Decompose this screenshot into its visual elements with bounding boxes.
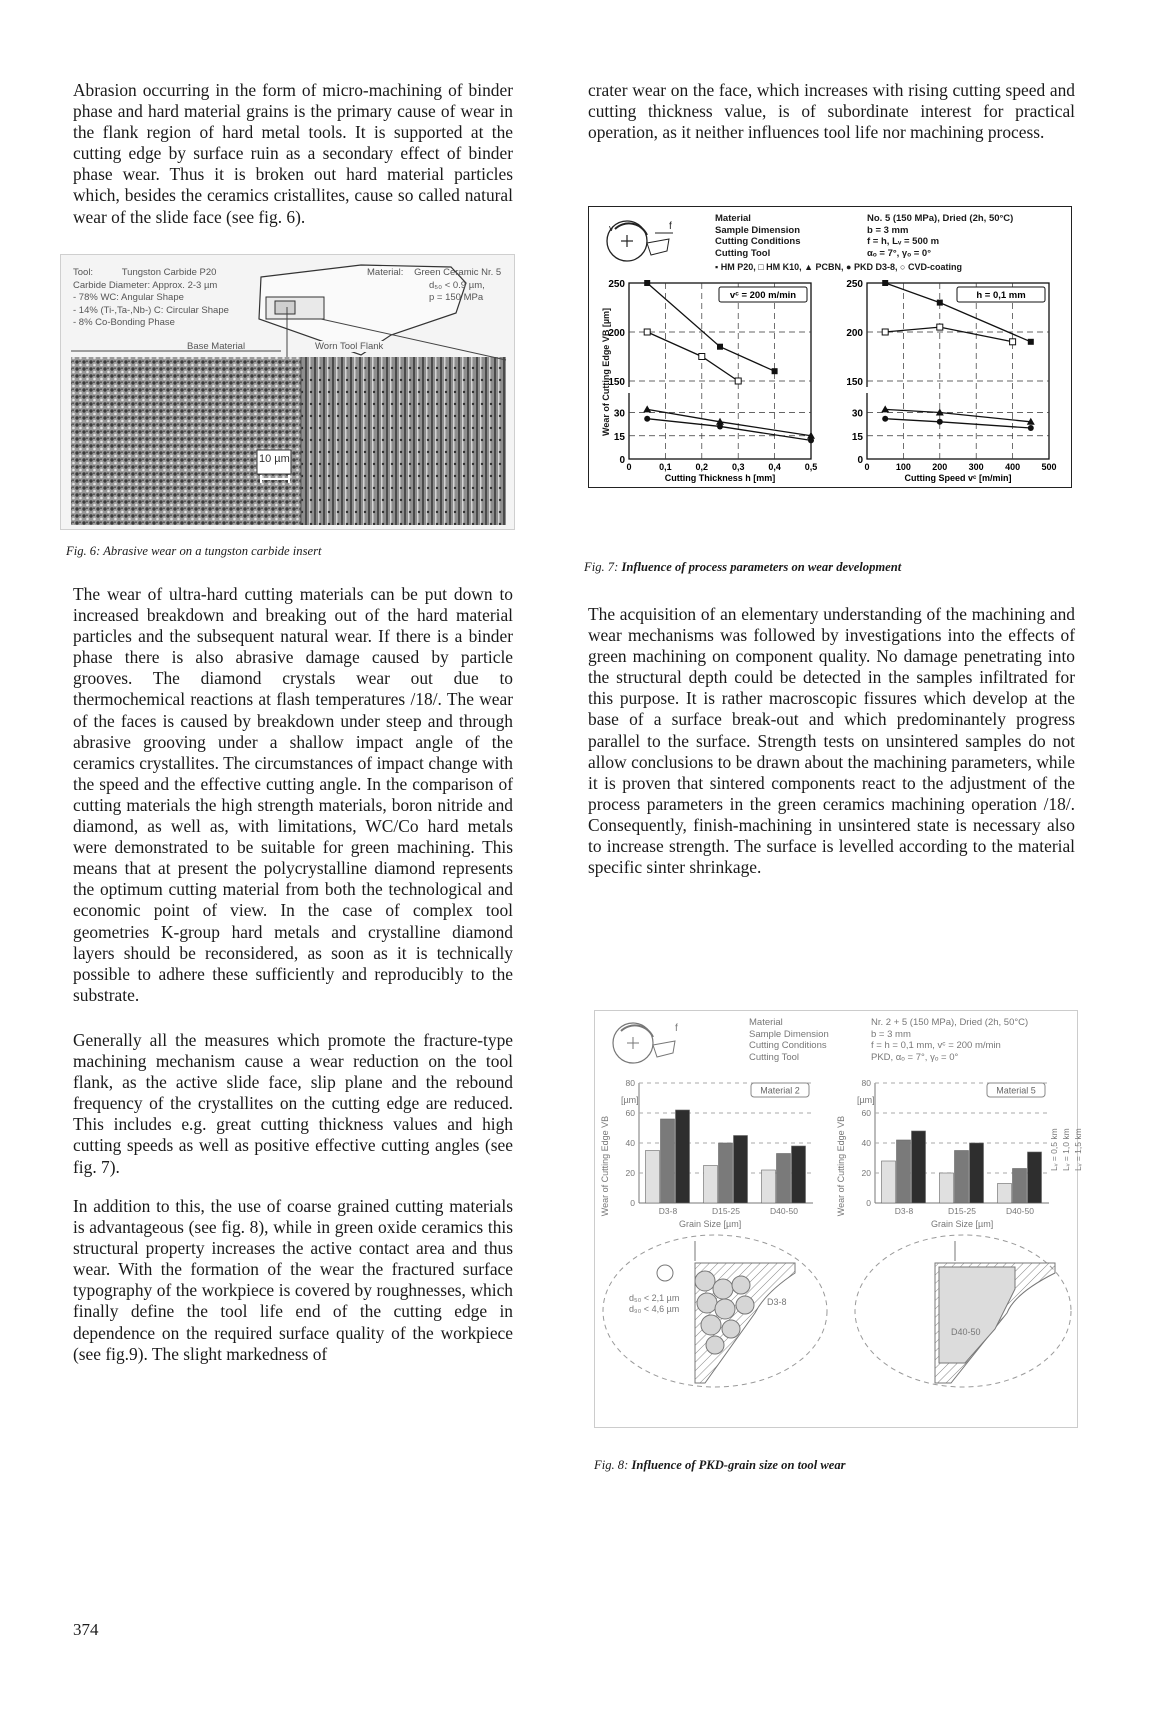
series-line [647, 419, 811, 441]
fig7-header-value: αₒ = 7°, γₒ = 0° [867, 247, 932, 259]
fig7-caption [584, 560, 901, 575]
fig7-header-label: Sample Dimension [715, 224, 800, 236]
data-point [937, 419, 943, 425]
y-tick-label: 250 [846, 279, 863, 290]
fig6-tool-line: Carbide Diameter: Approx. 2-3 µm [73, 279, 218, 291]
x-axis-label: Cutting Speed vᶜ [m/min] [904, 473, 1012, 483]
bar [762, 1170, 776, 1203]
fig8-header-value: b = 3 mm [871, 1028, 911, 1040]
data-point [1028, 339, 1034, 345]
fig7-left-chart [603, 275, 823, 485]
left-paragraph-4: In addition to this, the use of coarse grained cutting materials is advantageous (see fig. 8), while in green oxide ceramics this structural property increases the active contact area and thus wear. With the formation of the wear the fractured surface typography of the workpiece is covered by roughnesses, which finally define the tool life end of the cutting edge in dependence on the required surface quality of the workpiece (see fig.9). The slight markedness of [73, 1196, 513, 1364]
fig6-material-block [367, 267, 501, 305]
fig8-yunit-left: [µm] [621, 1095, 639, 1105]
fig7-header-label: Cutting Conditions [715, 236, 801, 247]
x-tick-label: 0 [864, 462, 870, 472]
x-tick-label: D15-25 [948, 1206, 976, 1216]
fig6-tool-line: - 14% (Ti-,Ta-,Nb-) C: Circular Shape [73, 304, 229, 316]
fig8-sketch-right-label: D40-50 [951, 1327, 981, 1337]
fig8-header-value: f = h = 0,1 mm, vᶜ = 200 m/min [871, 1040, 1001, 1051]
x-tick-label: 200 [932, 462, 948, 472]
x-tick-label: 500 [1041, 462, 1057, 472]
fig7-header-labels [715, 213, 800, 259]
x-tick-label: D3-8 [894, 1206, 914, 1216]
fig6-material-value: Green Ceramic Nr. 5 [414, 267, 502, 278]
fig8-sketch-left-line: d₅₀ < 2,1 µm [629, 1293, 680, 1303]
right-paragraph-1: crater wear on the face, which increases with rising cutting speed and cutting thickness value, is of subordinate interest for practical operation, as it neither influences tool life nor machining process. [588, 80, 1075, 143]
left-paragraph-1: Abrasion occurring in the form of micro-machining of binder phase and hard material grains is the primary cause of wear in the flank region of hard metal tools. It is supported at the cutting edge by surface ruin as a secondary effect of binder phase wear. Thus it is broken out hard material particles which, besides the ceramics cristallites, cause so called natural wear of the slide face (see fig. 6). [73, 80, 513, 227]
bar [940, 1173, 954, 1203]
data-point [717, 423, 723, 429]
data-point [1028, 425, 1034, 431]
fig8-legend [1047, 1089, 1083, 1199]
fig6-tool-value: Tungston Carbide P20 [121, 267, 217, 278]
y-tick-label: 20 [625, 1168, 635, 1178]
fig7-header-sketch [595, 211, 685, 271]
fig7-header-label: Cutting Tool [715, 247, 771, 259]
bar [777, 1154, 791, 1204]
y-tick-label: 15 [851, 431, 863, 443]
x-tick-label: 0,3 [731, 462, 745, 472]
svg-text:f: f [675, 1023, 678, 1034]
fig7-header-value: f = h, Lᵥ = 500 m [867, 236, 940, 247]
bar [719, 1143, 733, 1203]
fig6-frame [60, 254, 515, 530]
x-tick-label: D40-50 [770, 1206, 798, 1216]
fig8-left-chart [621, 1077, 821, 1217]
fig8-sketch-left-text [629, 1293, 679, 1315]
fig8-caption-prefix: Fig. 8: [594, 1458, 629, 1472]
y-tick-label: 30 [613, 408, 625, 420]
bar [897, 1140, 911, 1203]
x-tick-label: 0 [626, 462, 632, 472]
fig8-header-label: Sample Dimension [749, 1028, 829, 1040]
series-line [647, 332, 738, 381]
x-tick-label: 0,5 [804, 462, 818, 472]
fig7-right-chart [841, 275, 1061, 485]
data-point [937, 324, 943, 330]
fig6-scale-label: 10 µm [259, 453, 290, 465]
fig7-caption-prefix: Fig. 7: [584, 560, 619, 574]
fig8-sketch-left-line: d₉₀ < 4,6 µm [629, 1304, 680, 1314]
y-tick-label: 0 [866, 1198, 871, 1208]
x-tick-label: D3-8 [658, 1206, 678, 1216]
data-point [882, 329, 888, 335]
fig8-header-label: Material [749, 1017, 783, 1028]
data-point [772, 368, 778, 374]
bar [792, 1146, 806, 1203]
fig7-header-value: No. 5 (150 MPa), Dried (2h, 50°C) [867, 213, 1014, 224]
fig8-ylabel-left: Wear of Cutting Edge VB [600, 1115, 610, 1217]
fig7-caption-text: Influence of process parameters on wear development [621, 560, 902, 574]
fig6-flank-label: Worn Tool Flank [315, 341, 384, 352]
fig7-frame [588, 206, 1072, 488]
fig8-yunit-right: [µm] [857, 1095, 875, 1105]
fig7-ylabel: Wear of Cutting Edge VB [µm] [601, 307, 611, 437]
series-line [647, 409, 811, 435]
bar [676, 1110, 690, 1203]
fig8-header-value: Nr. 2 + 5 (150 MPa), Dried (2h, 50°C) [871, 1017, 1029, 1028]
fig8-legend-item: Lᵥ = 0,5 km [1049, 1128, 1059, 1171]
fig6-tool-line: - 8% Co-Bonding Phase [73, 317, 175, 328]
bar [955, 1151, 969, 1204]
fig7-header-label: Material [715, 213, 751, 224]
fig8-header-labels [749, 1017, 829, 1063]
x-tick-label: D40-50 [1006, 1206, 1034, 1216]
bar [734, 1136, 748, 1204]
fig6-tool-line: - 78% WC: Angular Shape [73, 292, 184, 303]
axis-break [625, 387, 633, 393]
y-tick-label: 80 [861, 1078, 871, 1088]
y-tick-label: 200 [608, 328, 625, 339]
x-tick-label: 300 [968, 462, 984, 472]
fig8-header-values [871, 1017, 1028, 1063]
axis-break [863, 387, 871, 393]
fig7-legend-line: ▪ HM P20, □ HM K10, ▲ PCBN, ● PKD D3-8, ○ CVD-coating [715, 262, 962, 272]
bar [704, 1166, 718, 1204]
fig6-material-label: Material: [367, 267, 404, 278]
y-tick-label: 200 [846, 328, 863, 339]
svg-text:v: v [609, 223, 614, 233]
right-paragraph-2: The acquisition of an elementary understanding of the machining and wear mechanisms was followed by investigations into the effects of green machining on component quality. No damage penetrating into the structural depth could be detected in the samples infiltrated for this purpose. It is rather macroscopic fissures which develop at the base of a surface break-out and which predominantely progress parallel to the surface. Strength tests on unsintered samples do not allow conclusions to be drawn about the machining parameters, while it is proven that sintered components react to the adjustment of the process parameters in the green ceramics machining operation /18/. Consequently, finish-machining in unsintered state is necessary also to increase strength. The surface is levelled according to the material specific sinter shrinkage. [588, 604, 1075, 878]
data-point [644, 416, 650, 422]
x-tick-label: 0,4 [768, 462, 781, 472]
y-tick-label: 0 [857, 455, 863, 466]
fig6-tool-label: Tool: [73, 267, 94, 278]
data-point [644, 280, 650, 286]
data-point [882, 416, 888, 422]
fig8-caption [594, 1458, 846, 1473]
x-tick-label: 100 [895, 462, 911, 472]
left-paragraph-2: The wear of ultra-hard cutting materials can be put down to increased breakdown and breaking out of the hard material particles and the subsequent natural wear. If there is a binder phase there is also abrasive damage caused by particle grooves. The diamond crystals wear out due to thermochemical reactions at flash temperatures /18/. The wear of the faces is caused by breakdown under steep and through abrasive grooving under a shallow impact angle of the ceramics crystallites. The circumstances of impact change with the speed and the effective cutting angle. In the comparison of cutting materials the high strength materials, boron nitride and diamond, as well as, with limitations, WC/Co hard metals were demonstrated to be suitable for green machining. This means that at present the polycrystalline diamond represents the optimum cutting material from both the technological and economic point of view. In the case of complex tool geometries K-group hard metals and crystalline diamond layers should be reconsidered, as soon as it is technically possible to adhere these sufficiently and reproducibly to the substrate. [73, 584, 513, 1005]
bar [661, 1119, 675, 1203]
data-point [937, 300, 943, 306]
y-tick-label: 150 [608, 377, 625, 388]
fig8-xlabel-left: Grain Size [µm] [679, 1219, 742, 1229]
fig7-header-value: b = 3 mm [867, 224, 909, 236]
bar [970, 1143, 984, 1203]
data-point [699, 354, 705, 360]
x-axis-label: Cutting Thickness h [mm] [664, 473, 776, 483]
x-tick-label: D15-25 [712, 1206, 740, 1216]
fig6-material-line: p = 150 MPa [429, 292, 484, 303]
x-tick-label: 0,2 [695, 462, 709, 472]
bar [912, 1131, 926, 1203]
data-point [643, 405, 651, 412]
y-tick-label: 30 [851, 408, 863, 420]
x-tick-label: 0,1 [659, 462, 672, 472]
fig8-frame [594, 1010, 1083, 1428]
material-label: Material 2 [760, 1085, 800, 1096]
y-tick-label: 150 [846, 377, 863, 388]
fig8-right-chart [857, 1077, 1057, 1217]
y-tick-label: 40 [625, 1138, 635, 1148]
y-tick-label: 0 [619, 455, 625, 466]
left-paragraph-3: Generally all the measures which promote the fracture-type machining mechanism cause a wear reduction on the tool flank, as the active slide face, slip plane and the rebound frequency of the crystallites on the cutting edge are reduced. This includes e.g. great cutting thickness values and high cutting speeds as well as positive effective cutting angles (see fig. 7). [73, 1030, 513, 1177]
condition-label: h = 0,1 mm [976, 290, 1026, 301]
fig8-header-label: Cutting Tool [749, 1051, 799, 1063]
svg-text:f: f [669, 221, 672, 232]
material-label: Material 5 [996, 1085, 1036, 1096]
fig6-tool-block [73, 267, 229, 330]
data-point [735, 378, 741, 384]
series-line [885, 327, 1012, 342]
fig8-grain-sketches [595, 1233, 1077, 1423]
bar [882, 1161, 896, 1203]
fig8-caption-text: Influence of PKD-grain size on tool wear [631, 1458, 846, 1472]
plot-frame [629, 283, 811, 459]
bar [646, 1151, 660, 1204]
fig6-caption [66, 544, 321, 559]
fig7-header-values [867, 213, 1013, 259]
y-tick-label: 60 [625, 1108, 635, 1118]
y-tick-label: 15 [613, 431, 625, 443]
fig6-material-line: d₅₀ < 0.9 µm, [429, 279, 485, 291]
y-tick-label: 0 [630, 1198, 635, 1208]
data-point [1010, 339, 1016, 345]
y-tick-label: 60 [861, 1108, 871, 1118]
condition-label: vᶜ = 200 m/min [729, 290, 797, 301]
data-point [717, 344, 723, 350]
y-tick-label: 250 [608, 279, 625, 290]
fig8-ylabel-right: Wear of Cutting Edge VB [836, 1115, 846, 1217]
fig8-header-value: PKD, αₒ = 7°, γₒ = 0° [871, 1051, 959, 1063]
y-tick-label: 80 [625, 1078, 635, 1088]
fig8-xlabel-right: Grain Size [µm] [931, 1219, 994, 1229]
x-tick-label: 400 [1005, 462, 1021, 472]
bar [1028, 1152, 1042, 1203]
fig6-caption-prefix: Fig. 6: [66, 544, 101, 558]
data-point [882, 280, 888, 286]
fig8-sketch-left-label: D3-8 [767, 1297, 787, 1307]
bar [1013, 1169, 1027, 1204]
bar [998, 1184, 1012, 1204]
fig8-header-sketch [601, 1013, 691, 1073]
page-number: 374 [73, 1620, 99, 1639]
data-point [881, 405, 889, 412]
y-tick-label: 40 [861, 1138, 871, 1148]
plot-frame [867, 283, 1049, 459]
fig8-legend-item: Lᵥ = 1,5 km [1073, 1128, 1083, 1171]
data-point [808, 437, 814, 443]
fig8-header-label: Cutting Conditions [749, 1040, 827, 1051]
fig8-legend-item: Lᵥ = 1,0 km [1061, 1128, 1071, 1171]
fig6-base-material-label: Base Material [187, 341, 246, 352]
y-tick-label: 20 [861, 1168, 871, 1178]
data-point [644, 329, 650, 335]
fig6-caption-text: Abrasive wear on a tungston carbide insert [103, 544, 322, 558]
